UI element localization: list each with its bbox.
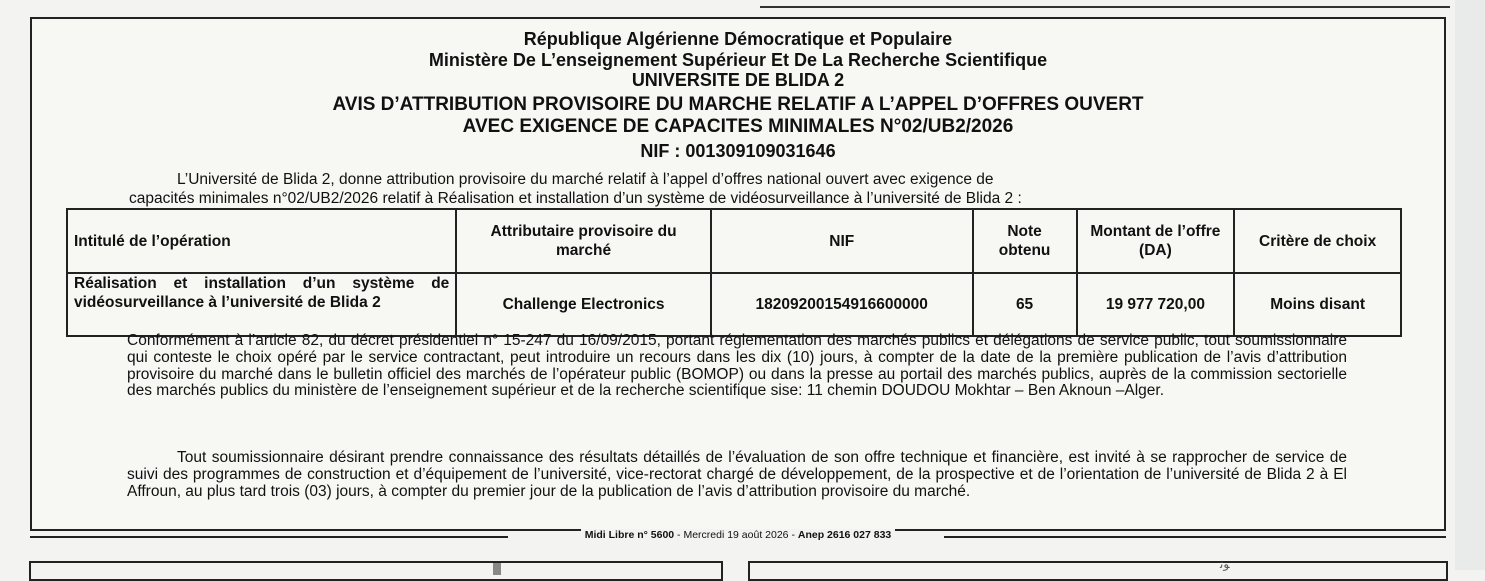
margin-mark: ﻮﺗ xyxy=(1220,557,1230,571)
intro-line1: L’Université de Blida 2, donne attribution provisoire du marché relatif à l’appel d’offres national ouvert avec exigence de xyxy=(177,171,994,188)
top-rule xyxy=(760,6,1450,8)
col-header-amount: Montant de l’offre (DA) xyxy=(1077,209,1235,273)
table-row xyxy=(67,273,1401,336)
cell-awardee: Challenge Electronics xyxy=(456,273,711,336)
cell-operation: Réalisation et installation d’un système de vidéosurveillance à l’université de Blida 2 xyxy=(67,273,456,336)
nif-heading: NIF : 001309109031646 xyxy=(640,141,836,161)
scan-mark xyxy=(493,563,501,575)
notice-title-line1: AVIS D’ATTRIBUTION PROVISOIRE DU MARCHE RELATIF A L’APPEL D’OFFRES OUVERT xyxy=(332,94,1144,115)
footer-text xyxy=(581,529,896,541)
intro-line2: capacités minimales n°02/UB2/2026 relatif à Réalisation et installation d’un système de vidéosurveillance à l’université de Blida 2 : xyxy=(129,190,1022,207)
award-table xyxy=(66,208,1402,337)
results-paragraph: Tout soumissionnaire désirant prendre connaissance des résultats détaillés de l’évaluation de son offre technique et financière, est invité à se rapprocher de service de suivi des programmes de construction et d’équipement de l’université, vice-rectorat chargé de développement, de la prospective et de l’orientation de l’université de Blida 2 à El Affroun, au plus tard trois (03) jours, à compter du premier jour de la publication de l’avis d’attribution provisoire du marché. xyxy=(127,449,1347,500)
footer-date: - Mercredi 19 août 2026 - xyxy=(674,529,798,541)
university-heading: UNIVERSITE DE BLIDA 2 xyxy=(631,70,845,90)
col-header-awardee: Attributaire provisoire du marché xyxy=(456,209,711,273)
ministry-heading: Ministère De L’enseignement Supérieur Et De La Recherche Scientifique xyxy=(428,50,1048,70)
page-edge xyxy=(1455,0,1485,570)
col-header-criterion: Critère de choix xyxy=(1234,209,1401,273)
cell-criterion: Moins disant xyxy=(1234,273,1401,336)
notice-title-line2: AVEC EXIGENCE DE CAPACITES MINIMALES N°02/UB2/2026 xyxy=(462,116,1014,137)
cell-amount: 19 977 720,00 xyxy=(1077,273,1235,336)
col-header-score: Note obtenu xyxy=(973,209,1077,273)
next-notice-right xyxy=(748,557,1448,581)
publication-footer xyxy=(30,529,1446,543)
public-notice xyxy=(30,17,1446,531)
table-header-row xyxy=(67,209,1401,273)
appeal-paragraph: Conformément à l’article 82, du décret présidentiel n° 15-247 du 16/09/2015, portant réglementation des marchés publics et délégations de service public, tout soumissionnaire qui conteste le choix opéré par le service contractant, peut introduire un recours dans les dix (10) jours, à compter de la date de la première publication de l’avis d’attribution provisoire du marché dans le bulletin officiel des marchés de l’opérateur public (BOMOP) ou dans la presse au portail des marchés publics, auprès de la commission sectorielle des marchés publics du ministère de l’enseignement supérieur et de la recherche scientifique sise: 11 chemin DOUDOU Mokhtar – Ben Aknoun –Alger. xyxy=(127,332,1347,400)
footer-anep: Anep 2616 027 833 xyxy=(797,529,892,541)
footer-rule-right xyxy=(944,536,1446,538)
cell-nif: 18209200154916600000 xyxy=(711,273,973,336)
col-header-nif: NIF xyxy=(711,209,973,273)
republic-heading: République Algérienne Démocratique et Populaire xyxy=(523,29,953,49)
next-notice-left xyxy=(29,561,723,581)
cell-score: 65 xyxy=(973,273,1077,336)
col-header-operation: Intitulé de l’opération xyxy=(67,209,456,273)
footer-paper: Midi Libre n° 5600 xyxy=(584,529,675,541)
footer-rule-left xyxy=(30,536,508,538)
